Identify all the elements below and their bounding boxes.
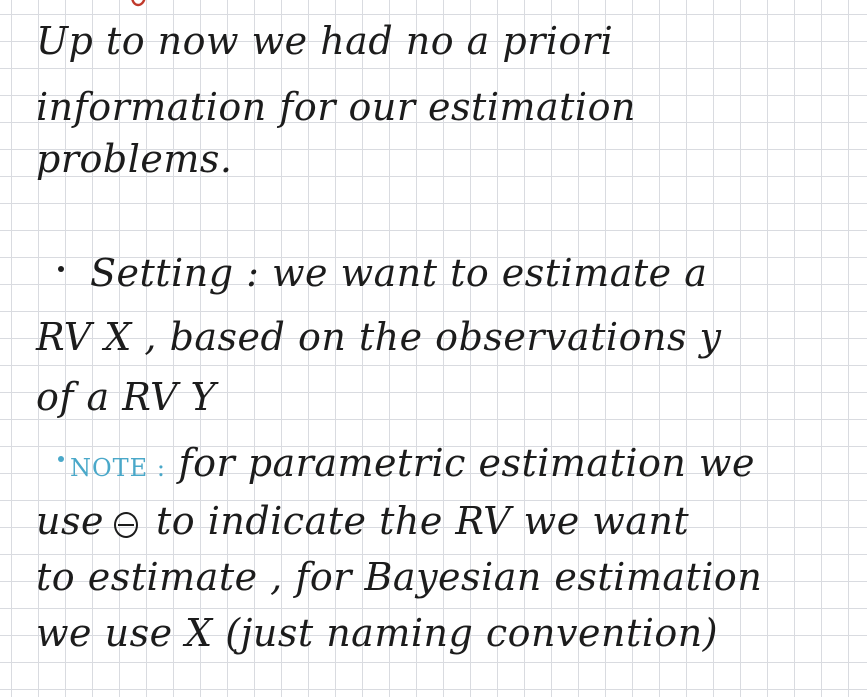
note-line-7-text: for parametric estimation we xyxy=(178,441,755,485)
note-line-7 xyxy=(70,441,755,485)
note-line-4: Setting : we want to estimate a xyxy=(90,251,708,295)
theta-icon xyxy=(114,512,138,538)
correction-mark xyxy=(128,0,150,18)
note-line-9: to estimate , for Bayesian estimation xyxy=(36,555,763,599)
bullet-icon xyxy=(58,266,64,272)
note-line-8-start: use xyxy=(36,499,104,543)
note-line-1: Up to now we had no a priori xyxy=(36,19,614,63)
note-line-5: RV X , based on the observations y xyxy=(36,315,722,359)
note-line-8-end: to indicate the RV we want xyxy=(155,499,690,543)
note-line-10: we use X (just naming convention) xyxy=(36,611,719,655)
note-bullet-icon xyxy=(58,456,64,462)
note-line-3: problems. xyxy=(36,137,233,181)
note-line-2: information for our estimation xyxy=(36,85,636,129)
note-line-6: of a RV Y xyxy=(36,375,217,419)
note-line-8 xyxy=(36,499,690,543)
note-label: NOTE : xyxy=(70,454,166,482)
